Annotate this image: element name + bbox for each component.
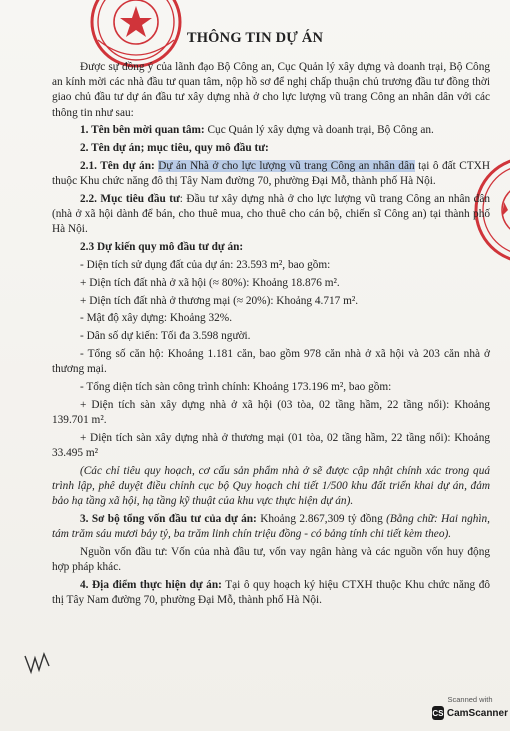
- section-4: [52, 578, 490, 608]
- project-name-highlight: Dự án Nhà ở cho lực lượng vũ trang Công an nhân dân: [158, 160, 415, 172]
- planning-note: (Các chỉ tiêu quy hoạch, cơ cấu sản phẩm nhà ở sẽ được cập nhật chính xác trong quá trình lập, phê duyệt điều chỉnh cục bộ Quy hoạch chi tiết 1/500 khu đất triển khai dự án, đảm bảo hạ tầng xã hội, hạ tầng kỹ thuật của khu vực thực hiện dự án).: [52, 464, 490, 508]
- scale-line: - Mật độ xây dựng: Khoảng 32%.: [80, 312, 233, 325]
- section-2-2-text: : Đầu tư xây dựng nhà ở cho lực lượng vũ trang Công an nhân dân (nhà ở xã hội dành để bán, cho thuê mua, cho thuê cho cán bộ, chiến sĩ Công an) tại thành phố Hà Nội.: [52, 193, 490, 236]
- section-2-1-label: 2.1. Tên dự án:: [80, 160, 155, 172]
- camscanner-watermark: [432, 695, 508, 729]
- section-2-3-label: 2.3 Dự kiến quy mô đầu tư dự án:: [80, 241, 244, 254]
- intro-paragraph: Được sự đồng ý của lãnh đạo Bộ Công an, Cục Quản lý xây dựng và doanh trại, Bộ Công an kính mời các nhà đầu tư quan tâm, nộp hồ sơ để nghị chấp thuận chủ trương đầu tư đồng thời giao chủ đầu tư dự án đầu tư xây dựng nhà ở cho lực lượng vũ trang Công an nhân dân với các thông tin như sau:: [52, 61, 490, 119]
- document-body: [52, 60, 490, 611]
- section-2: [52, 141, 490, 156]
- scale-line: + Diện tích đất nhà ở thương mại (≈ 20%): Khoảng 4.717 m².: [80, 294, 359, 307]
- section-2-1-text: tại ô đất CTXH thuộc Khu chức năng đô thị Tây Nam đường 70, phường Đại Mỗ, thành phố Hà Nội.: [52, 160, 490, 188]
- funding-source: Nguồn vốn đầu tư: Vốn của nhà đầu tư, vốn vay ngân hàng và các nguồn vốn huy động hợp pháp khác.: [52, 545, 490, 574]
- camscanner-name: CamScanner: [446, 707, 508, 719]
- section-2-2-label: 2.2. Mục tiêu đầu tư: [80, 193, 180, 205]
- scale-line: + Diện tích đất nhà ở xã hội (≈ 80%): Khoảng 18.876 m².: [80, 276, 340, 289]
- document-title: THÔNG TIN DỰ ÁN: [186, 30, 324, 46]
- section-2-1: [52, 159, 490, 189]
- section-4-label: 4. Địa điểm thực hiện dự án:: [80, 578, 222, 591]
- handwritten-initial: [22, 648, 52, 678]
- section-3-label: 3. Sơ bộ tổng vốn đầu tư của dự án:: [80, 512, 257, 525]
- scale-line: - Dân số dự kiến: Tối đa 3.598 người.: [80, 330, 251, 343]
- scale-line: - Diện tích sử dụng đất của dự án: 23.593 m², bao gồm:: [80, 259, 331, 271]
- section-2-label: 2. Tên dự án; mục tiêu, quy mô đầu tư:: [80, 142, 269, 155]
- section-1: [52, 123, 490, 138]
- scale-line: - Tổng số căn hộ: Khoảng 1.181 căn, bao gồm 978 căn nhà ở xã hội và 203 căn nhà ở thương mại.: [52, 347, 490, 376]
- section-2-2: [52, 192, 490, 238]
- scale-line: + Diện tích sàn xây dựng nhà ở thương mại (01 tòa, 02 tầng hầm, 22 tầng nổi): Khoảng 33.495 m²: [52, 431, 490, 459]
- section-2-3: [52, 240, 490, 255]
- section-3: [52, 512, 490, 542]
- scale-line: - Tổng diện tích sàn công trình chính: Khoảng 173.196 m², bao gồm:: [80, 380, 392, 393]
- scanned-with-label: Scanned with: [447, 695, 493, 704]
- section-1-text: Cục Quản lý xây dựng và doanh trại, Bộ Công an.: [204, 124, 434, 137]
- camscanner-logo-icon: CS: [432, 706, 444, 720]
- section-3-text: Khoảng 2.867,309 tỷ đồng: [256, 512, 387, 525]
- amount-in-words: (Bằng chữ: Hai nghìn, tám trăm sáu mươi bảy tỷ, ba trăm linh chín triệu đồng - có bảng tính chi tiết kèm theo).: [52, 512, 490, 541]
- section-1-label: 1. Tên bên mời quan tâm:: [80, 124, 205, 137]
- scale-line: + Diện tích sàn xây dựng nhà ở xã hội (03 tòa, 02 tầng hầm, 22 tầng nổi): Khoảng 139.701 m².: [52, 398, 490, 426]
- section-4-text: Tại ô quy hoạch ký hiệu CTXH thuộc Khu chức năng đô thị Tây Nam đường 70, phường Đại Mỗ, thành phố Hà Nội.: [52, 578, 490, 607]
